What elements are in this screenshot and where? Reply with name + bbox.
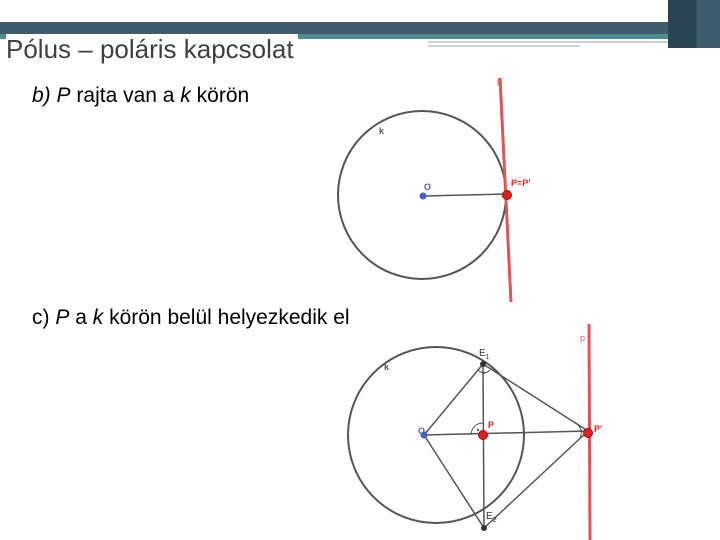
- label-p-line: p: [580, 333, 586, 343]
- chord-e1-e2: [483, 364, 484, 528]
- point-p-prime: [584, 429, 593, 438]
- figure-pole-inside-circle: [328, 318, 618, 540]
- label-point-p: P: [488, 420, 495, 430]
- label-center-o: O: [418, 426, 426, 436]
- line-o-pprime: [424, 431, 588, 435]
- segment-o-e2: [424, 435, 484, 528]
- label-p-line: p: [497, 76, 503, 86]
- label-center-o: O: [424, 182, 432, 192]
- bullet-b-point: P: [56, 84, 71, 107]
- label-circle-k: k: [379, 126, 385, 136]
- label-e2: $E_2$: [486, 511, 497, 524]
- bullet-c-circle: k: [92, 306, 104, 329]
- angle-dot-pprime: [580, 430, 582, 432]
- label-point-p: P=P': [511, 178, 531, 188]
- header-divider-line: [428, 41, 668, 43]
- label-circle-k: k: [384, 362, 390, 372]
- bullet-b: [32, 84, 249, 108]
- bullet-c: [32, 306, 350, 330]
- angle-dot-p: [477, 429, 479, 431]
- bullet-c-point: P: [55, 306, 70, 329]
- segment-o-e1: [424, 364, 483, 435]
- tangent-e2-pprime: [484, 431, 588, 528]
- tangent-e1-pprime: [483, 364, 588, 431]
- angle-dot-e1: [483, 372, 485, 374]
- bullet-b-prefix: b): [32, 84, 51, 107]
- bullet-c-suffix: körön belül helyezkedik el: [109, 306, 350, 329]
- figure-pole-on-circle: [328, 64, 558, 304]
- radius-segment: [424, 194, 507, 196]
- point-e2: [481, 525, 487, 531]
- polar-line-p: [500, 78, 511, 302]
- label-point-p-prime: P': [594, 424, 603, 434]
- label-e1: $E_1$: [479, 348, 490, 361]
- bullet-c-prefix: c): [32, 306, 50, 329]
- point-e1: [480, 361, 486, 367]
- header-corner-block: [668, 0, 720, 48]
- bullet-b-suffix: körön: [196, 84, 250, 107]
- slide-title: Pólus – poláris kapcsolat: [6, 34, 298, 65]
- point-p: [479, 431, 488, 440]
- header-divider-line-short: [428, 45, 580, 47]
- bullet-b-middle: rajta van a: [76, 84, 175, 107]
- bullet-b-circle: k: [180, 84, 191, 107]
- header-dark-stripe: [0, 22, 720, 34]
- point-p: [503, 191, 512, 200]
- bullet-c-middle: a: [75, 306, 87, 329]
- center-point-o: [420, 193, 427, 200]
